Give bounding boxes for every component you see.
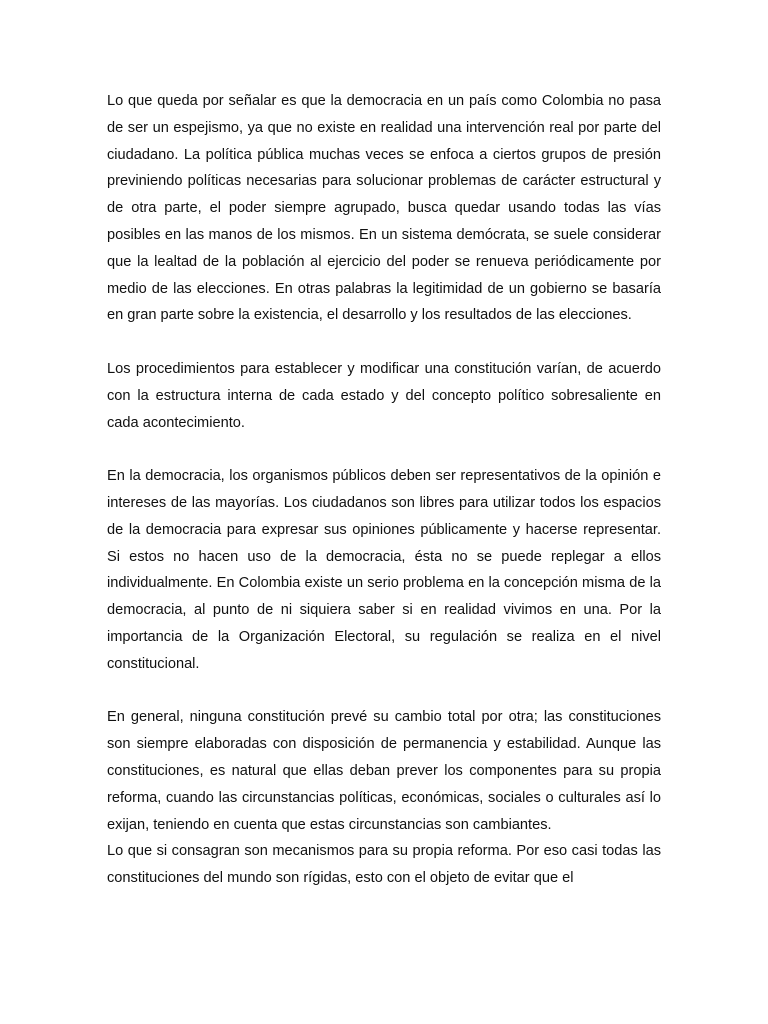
paragraph-cambio-constitucion: En general, ninguna constitución prevé su cambio total por otra; las constituciones son siempre elaboradas con disposición de permanencia y estabilidad. Aunque las constituciones, es natural que ellas deban prever los componentes para su propia reforma, cuando las circunstancias políticas, económicas, sociales o culturales así lo exijan, teniendo en cuenta que estas circunstancias son cambiantes. [107,709,661,833]
paragraph-organismos-publicos: En la democracia, los organismos públicos deben ser representativos de la opinión e intereses de las mayorías. Los ciudadanos son libres para utilizar todos los espacios de la democracia para expresar sus opiniones públicamente y hacerse representar. Si estos no hacen uso de la democracia, ésta no se puede replegar a ellos individualmente. En Colombia existe un serio problema en la concepción misma de la democracia, al punto de ni siquiera saber si en realidad vivimos en una. Por la importancia de la Organización Electoral, su regulación se realiza en el nivel constitucional. [107,468,661,672]
document-body [107,88,661,892]
paragraph-procedimientos-constitucion: Los procedimientos para establecer y modificar una constitución varían, de acuerdo con la estructura interna de cada estado y del concepto político sobresaliente en cada acontecimiento. [107,360,661,431]
paragraph-mecanismos-reforma: Lo que si consagran son mecanismos para su propia reforma. Por eso casi todas las constituciones del mundo son rígidas, esto con el objeto de evitar que el [107,843,661,887]
paragraph-democracia-colombia: Lo que queda por señalar es que la democracia en un país como Colombia no pasa de ser un espejismo, ya que no existe en realidad una intervención real por parte del ciudadano. La política pública muchas veces se enfoca a ciertos grupos de presión previniendo políticas necesarias para solucionar problemas de carácter estructural y de otra parte, el poder siempre agrupado, busca quedar usando todas las vías posibles en las manos de los mismos. En un sistema demócrata, se suele considerar que la lealtad de la población al ejercicio del poder se renueva periódicamente por medio de las elecciones. En otras palabras la legitimidad de un gobierno se basaría en gran parte sobre la existencia, el desarrollo y los resultados de las elecciones. [107,93,661,324]
